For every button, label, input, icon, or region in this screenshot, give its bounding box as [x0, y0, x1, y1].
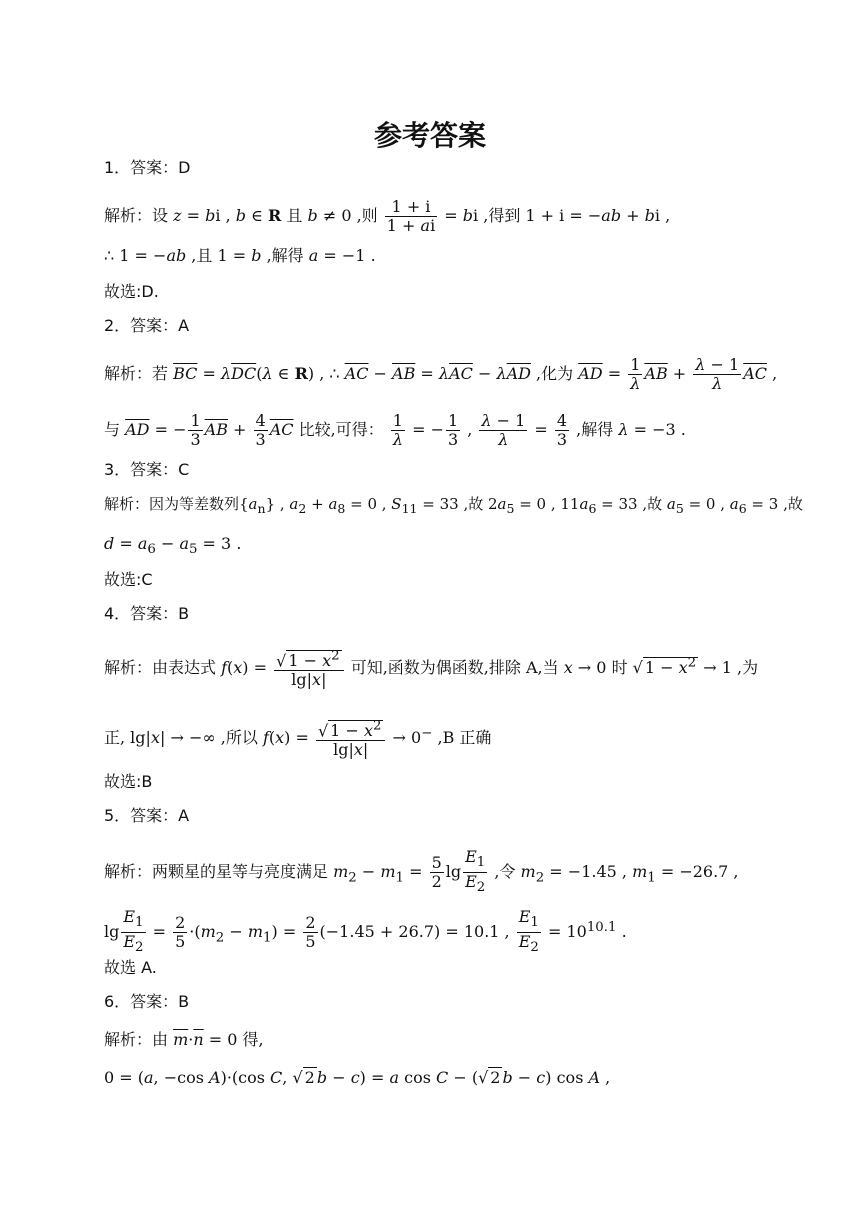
answer-3-line-1: 解析：因为等差数列$\{a_n\}$ , $a_2 + a_8 = 0$ , $S_{11} = 33$ ,故 $2a_5 = 0$ , $11a_6 = 33$ ,故 $a_5 = 0$ , $a_6 = 3$ ,故: [104, 495, 803, 516]
answer-2-line-1: 解析：若 $\overline{BC} = \lambda\overline{DC}(\lambda$ ∈ R) , ∴ $\overline{AC} - \overline{AB} = \lambda\overline{AC} - \lambda\overline{AD}$ ,化为 $\overline{AD}$ = $\frac{1}{\lambda}$ $\overline{AB}$ + $\frac{\lambda - 1}{\lambda}$ $\overline{AC}$ ,: [104, 355, 778, 393]
answer-3-line-2: $d = a_6 - a_5 = 3$ .: [104, 534, 242, 558]
answer-5-line-1: 解析：两颗星的星等与亮度满足 $m_2 - m_1$ = $\frac{5}{2}$ lg $\frac{E_1}{E_2}$ ,令 $m_2 = -1.45$ , $m_1 = -26.7$ ,: [104, 847, 739, 896]
answer-6-head: 6．答案：B: [104, 992, 190, 1011]
answer-2-head: 2．答案：A: [104, 316, 190, 335]
answer-6-line-2: 0 = (a, −cos A)·(cos C, √ 2 b − c) = a cos C − (√ 2 b − c) cos A ,: [104, 1068, 611, 1087]
answer-4-line-2: 正, lg|x| → −∞ ,所以 f(x) = $\frac{√ 1 - x^2}{\lg|x|}$ → 0− ,B 正确: [104, 719, 492, 760]
answer-4-line-1: 解析：由表达式 f(x) = $\frac{√ 1 - x^2}{\lg|x|}$ 可知,函数为偶函数,排除 A,当 x → 0 时 √ $1 - x^2 \to 1$ ,为: [104, 649, 759, 690]
answer-1-head: 1．答案：D: [104, 158, 191, 177]
answer-3-conclusion: 故选:C: [104, 570, 153, 589]
answer-1-line-1: 解析：设 z = bi , b ∈ R 且 b ≠ 0 ,则 $\frac{1 + i}{1 + ai}$ = bi ,得到 1 + i = −ab + bi ,: [104, 197, 671, 235]
answer-6-line-1: 解析：由 $\overline{m}\cdot\overline{n} = 0$ 得,: [104, 1030, 264, 1049]
answer-4-conclusion: 故选:B: [104, 772, 153, 791]
answer-4-head: 4．答案：B: [104, 604, 190, 623]
page-title: 参考答案: [373, 119, 486, 152]
answer-5-conclusion: 故选 A.: [104, 958, 157, 977]
answer-1-line-2: ∴ 1 = −ab ,且 1 = b ,解得 a = −1 .: [104, 246, 376, 265]
answer-1-conclusion: 故选:D.: [104, 282, 159, 301]
answer-3-head: 3．答案：C: [104, 460, 190, 479]
answer-5-line-2: lg $\frac{E_1}{E_2}$ = $\frac{2}{5}$ $\cdot(m_2 - m_1)$ = $\frac{2}{5}$ (−1.45 + 26.7) = 10.1 , $\frac{E_1}{E_2}$ = $10^{10.1}$ .: [104, 907, 627, 956]
answer-2-line-2: 与 $\overline{AD}$ = − $\frac{1}{3}$ $\overline{AB}$ + $\frac{4}{3}$ $\overline{AC}$ 比较,可得： $\frac{1}{\lambda}$ = − $\frac{1}{3}$ , $\frac{\lambda - 1}{\lambda}$ = $\frac{4}{3}$ ,解得 λ = −3 .: [104, 411, 686, 449]
answer-5-head: 5．答案：A: [104, 806, 190, 825]
